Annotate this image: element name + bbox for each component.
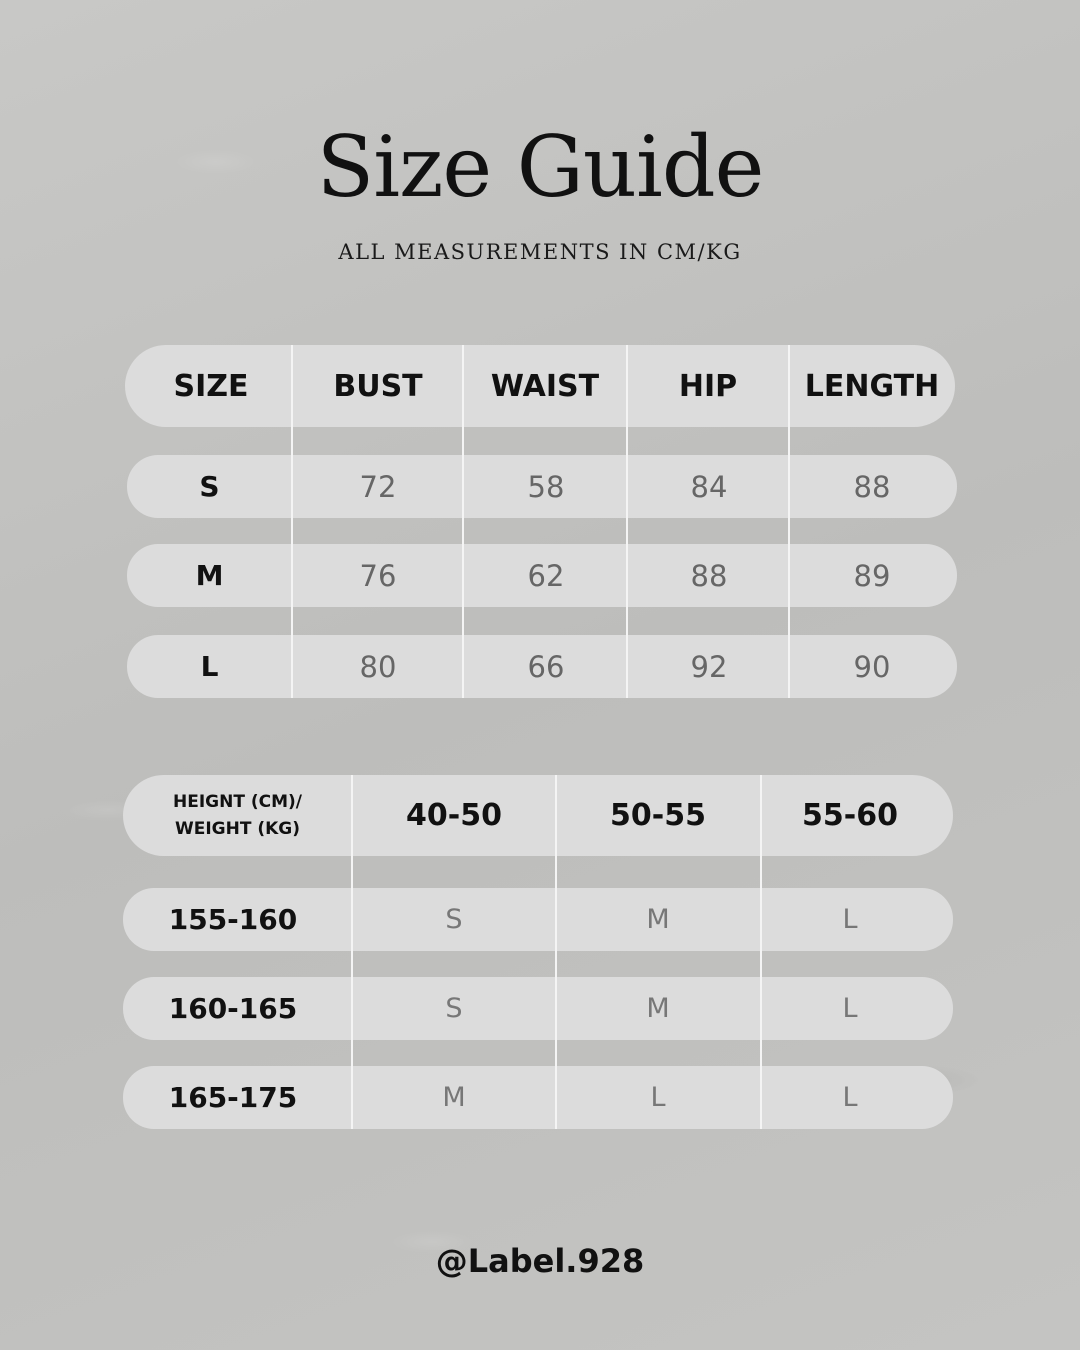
bust-value: 80 [359,649,397,684]
size-recommendation: M [442,1082,466,1113]
waist-value: 66 [527,649,565,684]
brand-handle: @Label.928 [435,1242,645,1280]
column-divider [626,345,628,698]
length-header: LENGTH [804,368,940,404]
weight-range-header: 50-55 [610,798,706,833]
waist-header: WAIST [490,368,600,404]
column-divider [291,345,293,698]
size-recommendation: M [646,904,670,935]
table-row [123,977,953,1040]
size-label: M [195,559,224,592]
page-title: Size Guide [316,118,764,216]
table-row [127,544,957,607]
bust-value: 72 [359,469,397,504]
weight-range-header: 55-60 [802,798,898,833]
size-recommendation: L [650,1082,666,1113]
size-recommendation: L [842,904,858,935]
size-recommendation: M [646,993,670,1024]
height-range-label: 160-165 [168,992,298,1025]
waist-value: 58 [527,469,565,504]
column-divider [760,775,762,1129]
column-divider [462,345,464,698]
size-table-header-row [125,345,955,427]
height-weight-header [123,775,352,856]
size-header: SIZE [173,368,249,404]
size-label: L [200,650,219,683]
height-range-label: 155-160 [168,903,298,936]
size-recommendation: S [445,993,463,1024]
bust-value: 76 [359,558,397,593]
table-row [127,635,957,698]
hip-value: 88 [690,558,728,593]
page-subtitle: ALL MEASUREMENTS IN CM/KG [338,240,742,264]
length-value: 88 [853,469,891,504]
table-row [123,888,953,951]
column-divider [351,775,353,1129]
column-divider [788,345,790,698]
bust-header: BUST [333,368,423,404]
height-range-label: 165-175 [168,1081,298,1114]
size-recommendation: L [842,1082,858,1113]
size-recommendation: S [445,904,463,935]
table-row [123,1066,953,1129]
height-header-line: HEIGNT (CM)/ [172,791,302,812]
length-value: 90 [853,649,891,684]
length-value: 89 [853,558,891,593]
hip-header: HIP [678,368,738,404]
column-divider [555,775,557,1129]
size-label: S [199,470,220,503]
waist-value: 62 [527,558,565,593]
weight-range-header: 40-50 [406,798,502,833]
table-row [127,455,957,518]
fit-table-header-row [123,775,953,856]
size-recommendation: L [842,993,858,1024]
hip-value: 84 [690,469,728,504]
hip-value: 92 [690,649,728,684]
weight-header-line: WEIGHT (KG) [174,818,301,839]
